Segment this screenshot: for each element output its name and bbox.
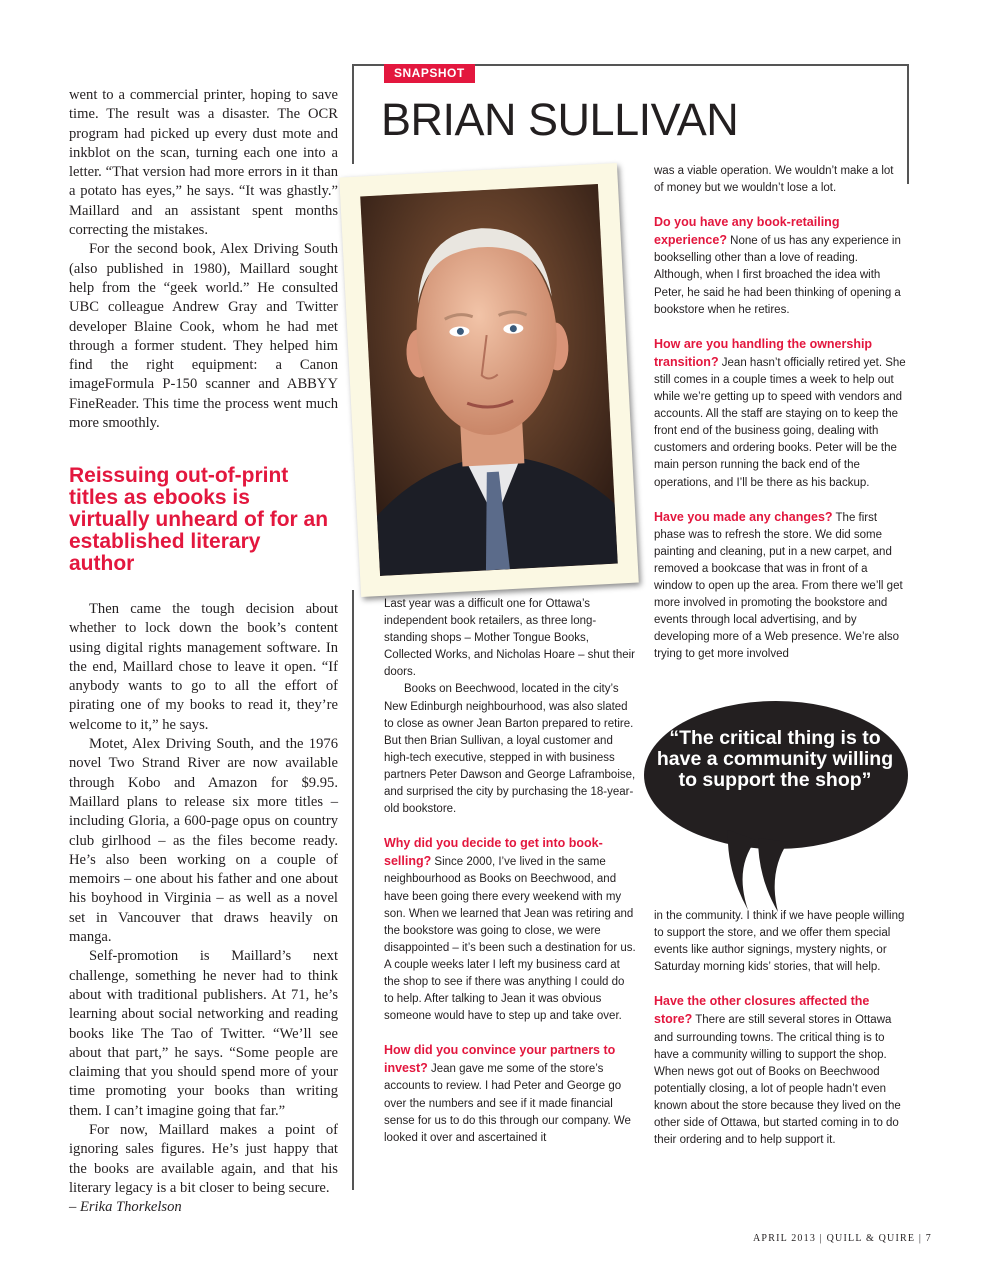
portrait-photo <box>339 163 639 597</box>
qa-block <box>654 214 906 319</box>
qa-block <box>384 1042 636 1147</box>
question: Have you made any changes? <box>654 509 833 524</box>
qa-block <box>654 336 906 492</box>
answer: Jean hasn’t officially retired yet. She still comes in a couple times a week to help out while we’re getting up to speed with vendors and accounts. All the staff are staying on to keep the front end of the business going, dealing with customers and ordering books. Peter will be the main person running the back end of the operations, and I’ll be there as his backup. <box>654 356 906 489</box>
continued-text: in the community. I think if we have people willing to support the store, and we offer them special events like author signings, mystery nights, or Saturday morning kids’ stories, that will help. <box>654 910 905 974</box>
paragraph: went to a commercial printer, hoping to save time. The result was a disaster. The OCR program had picked up every dust mote and inkblot on the scan, turning each one into a letter. “That version had more errors in it than a potato has eyes,” he says. “It was ghastly.” Maillard and an assistant spent months correcting the mistakes. <box>69 87 338 239</box>
portrait-image <box>360 184 618 576</box>
answer: There are still several stores in Ottawa and surrounding towns. The critical thing is to have a community willing to support the shop. When news got out of Books on Beechwood potentially closing, a lot of people hadn’t even known about the store because they lived on the other side of Ottawa, but started coming in to do their ordering and to help support it. <box>654 1014 901 1147</box>
question: Have the other closures affected the store? <box>654 994 870 1027</box>
paragraph: Self-promotion is Maillard’s next challenge, something he never had to think about with traditional publishers. At 71, he’s learning about social networking and reading books like The Tao of Twitter. “We’ll see about that part,” he says. “Some people are claiming that you should spend more of your time promoting your books than writing them. I can’t imagine going that far.” <box>69 948 338 1119</box>
portrait-illustration <box>360 184 618 576</box>
paragraph: Motet, Alex Driving South, and the 1976 novel Two Strand River are now available through Kobo and Amazon for $9.95. Maillard plans to release six more titles – including Gloria, a 600-page opus on country club girlhood – as the files become ready. He’s also been working on a couple of memoirs – one about his father and one about his boyhood in Virginia – as well as a novel set in Vancouver that draws heavily on manga. <box>69 736 338 946</box>
interview-column-right-lower <box>654 908 906 1149</box>
question: Do you have any book-retailing experience? <box>654 215 840 248</box>
page-footer: APRIL 2013 | QUILL & QUIRE | 7 <box>753 1233 932 1244</box>
interview-column-middle <box>384 596 636 1147</box>
answer: None of us has any experience in bookselling other than a love of reading. Although, when I first broached the idea with Peter, he said he had been thinking of opening a bookstore when he retires. <box>654 235 901 316</box>
qa-block <box>654 993 906 1149</box>
frame-rule-right <box>907 64 909 184</box>
article-body-bottom <box>69 600 338 1218</box>
paragraph: For the second book, Alex Driving South (also published in 1980), Maillard sought help from the “geek world.” He consulted UBC colleague Andrew Gray and Twitter developer Blaine Cook, whom he had met through a former student. They helped him find the right equipment: a Canon imageFormula P-150 scanner and ABBYY FineReader. This time the process went much more smoothly. <box>69 241 338 432</box>
answer: Since 2000, I’ve lived in the same neighbourhood as Books on Beechwood, and have been going there every weekend with my son. When we learned that Jean was retiring and the bookstore was going to close, we were disappointed – it’s been such a destination for us. A couple weeks later I left my business card at the shop to see if there was anything I could do to help. After talking to Jean it was obvious someone would have to step up and take over. <box>384 856 636 1023</box>
frame-rule-left-lower <box>352 590 354 1190</box>
qa-block <box>384 835 636 1025</box>
answer: The first phase was to refresh the store. We did some painting and cleaning, put in a new carpet, and removed a bookcase that was in front of a window to open up the area. From there we’ll get more involved in promoting the bookstore and events through local advertising, and by developing more of a Web presence. We’re also trying to get more involved <box>654 511 903 661</box>
page-title: BRIAN SULLIVAN <box>381 94 739 145</box>
intro-paragraph: Last year was a difficult one for Ottawa’s independent book retailers, as three long-standing shops – Mother Tongue Books, Collected Works, and Nicholas Hoare – shut their doors. <box>384 598 635 679</box>
frame-rule-left <box>352 64 354 164</box>
paragraph: For now, Maillard makes a point of ignoring sales figures. He’s just happy that the books are available again, and that his literary legacy is a bit closer to being secure. <box>69 1122 338 1196</box>
section-label: SNAPSHOT <box>384 64 475 83</box>
question: How did you convince your partners to invest? <box>384 1043 616 1076</box>
paragraph: Then came the tough decision about whether to lock down the book’s content using digital rights management software. In the end, Maillard chose to leave it open. “If anybody wants to go to all the effort of pirating one of my books to read it, they’re welcome to it,” he says. <box>69 601 338 733</box>
continued-text: was a viable operation. We wouldn’t make a lot of money but we wouldn’t lose a lot. <box>654 165 894 195</box>
intro-paragraph: Books on Beechwood, located in the city’s New Edinburgh neighbourhood, was also slated to close as owner Jean Barton prepared to retire. But then Brian Sullivan, a loyal customer and high-tech executive, stepped in with business partners Peter Dawson and George Laframboise, and surprised the city by purchasing the 18-year-old bookstore. <box>384 683 636 816</box>
bubble-quote: “The critical thing is to have a community willing to support the shop” <box>656 727 894 791</box>
interview-column-right <box>654 163 906 663</box>
question: Why did you decide to get into book-selling? <box>384 836 603 869</box>
qa-block <box>654 509 906 664</box>
answer: Jean gave me some of the store’s accounts to review. I had Peter and George go over the numbers and see if it made financial sense for us to do this through our company. We looked it over and ascertained it <box>384 1063 631 1144</box>
author-signature: – Erika Thorkelson <box>69 1199 182 1216</box>
article-body-top <box>69 86 338 433</box>
question: How are you handling the ownership transition? <box>654 336 873 369</box>
pull-quote: Reissuing out-of-print titles as ebooks is virtually unheard of for an established literary author <box>69 464 329 575</box>
